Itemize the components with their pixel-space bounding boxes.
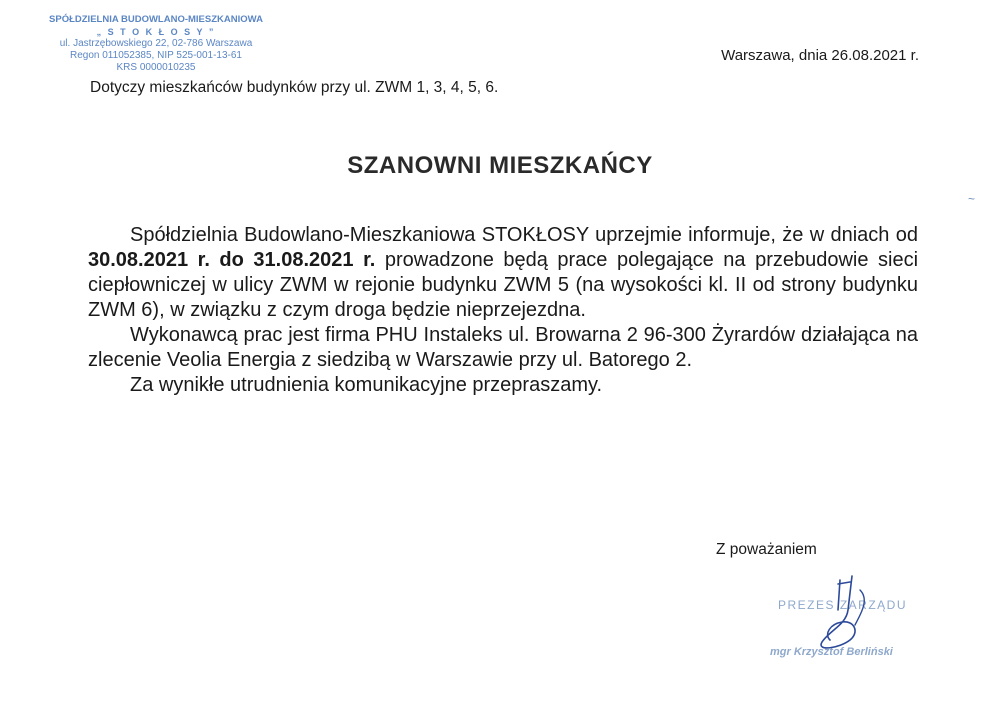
signature-name-stamp: mgr Krzysztof Berliński [770, 646, 893, 658]
margin-mark: ~ [968, 192, 976, 206]
date-line: Warszawa, dnia 26.08.2021 r. [721, 47, 919, 64]
paragraph-1: Spółdzielnia Budowlano-Mieszkaniowa STOKŁOSY uprzejmie informuje, że w dniach od 30.08.2021 r. do 31.08.2021 r. prowadzone będą prace polegające na przebudowie sieci ciepłowniczej w ulicy ZWM w rejonie budynku ZWM 5 (na wysokości kl. II od strony budynku ZWM 6), w związku z czym droga będzie nieprzejezdna. [88, 224, 919, 321]
signature-block [760, 570, 940, 690]
stamp-address: ul. Jastrzębowskiego 22, 02-786 Warszawa [59, 38, 253, 49]
stamp-quote: „ S T O K Ł O S Y ” [96, 27, 216, 37]
signature-title-stamp: PREZES ZARZĄDU [778, 598, 908, 612]
closing-phrase: Z poważaniem [716, 541, 817, 558]
stamp-regon: Regon 011052385, NIP 525-001-13-61 [70, 50, 242, 61]
stamp-krs: KRS 0000010235 [116, 62, 196, 73]
page-title: SZANOWNI MIESZKAŃCY [347, 152, 653, 179]
date-from: 30.08.2021 r. [88, 249, 210, 271]
stamp-name: SPÓŁDZIELNIA BUDOWLANO-MIESZKANIOWA [49, 14, 263, 25]
paragraph-2: Wykonawcą prac jest firma PHU Instaleks ul. Browarna 2 96-300 Żyrardów działająca na zlecenie Veolia Energia z siedzibą w Warszawie przy ul. Batorego 2. [88, 324, 918, 371]
paragraph-3: Za wynikłe utrudnienia komunikacyjne przepraszamy. [130, 374, 603, 396]
letter-body [88, 223, 918, 398]
handwritten-signature [800, 570, 900, 670]
cooperative-stamp [40, 14, 272, 74]
subject-line: Dotyczy mieszkańców budynków przy ul. ZWM 1, 3, 4, 5, 6. [90, 79, 499, 96]
date-to: 31.08.2021 r. [253, 249, 376, 271]
